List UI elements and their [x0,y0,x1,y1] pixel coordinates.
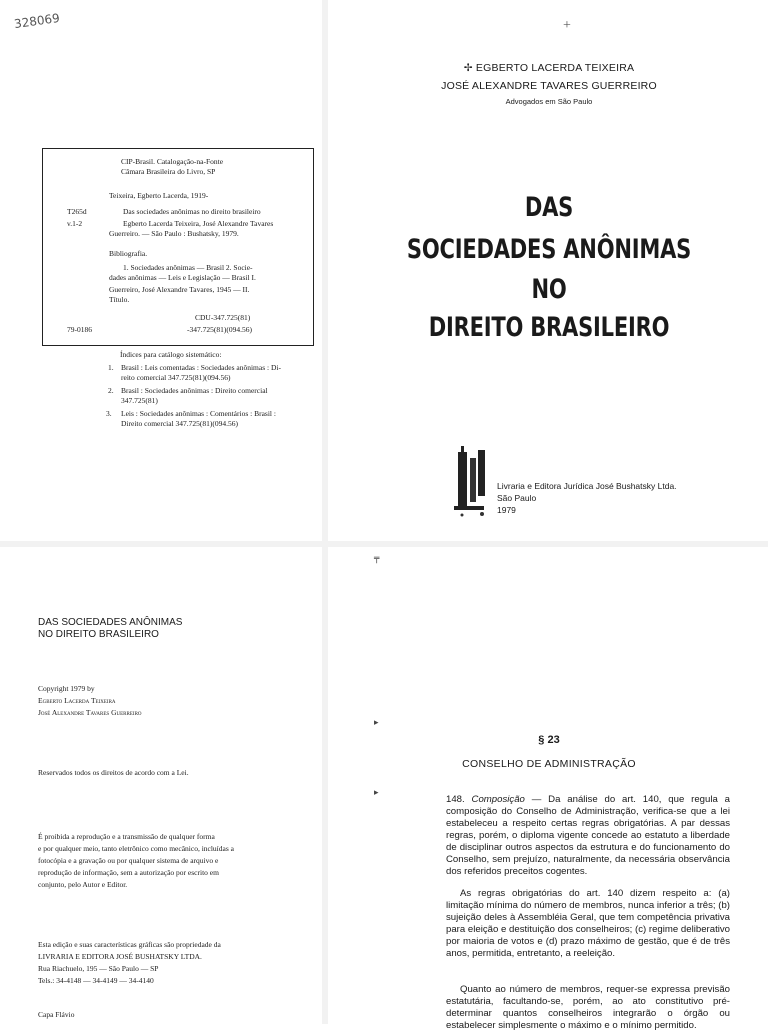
cip-record-number: 79-0186 [67,325,92,334]
paragraph-2: As regras obrigatórias do art. 140 dizem respeito a: (a) limitação mínima do número de membros, nunca inferior a três; (b) sujeição deles à Assembléia Geral, que tem competência privativa para eleição e destituição dos conselheiros; (c) regime deliberativo por maioria de votos e (d) prazo máximo de gestão, que é de três anos, permitida, entretanto, a reeleição. [446,888,730,959]
page-catalog [0,0,320,540]
copyright-title-2: NO DIREITO BRASILEIRO [38,629,159,640]
occupation: Advogados em São Paulo [505,97,593,106]
cip-subject-3: Guerreiro, José Alexandre Tavares, 1945 — II. [109,285,250,294]
copyright-holder-2: José Alexandre Tavares Guerreiro [38,708,142,717]
author-2: JOSÉ ALEXANDRE TAVARES GUERREIRO [441,80,657,92]
edition-line-3: Rua Riachuelo, 195 — São Paulo — SP [38,964,159,973]
page-copyright [0,548,320,1024]
plus-mark-icon: + [563,18,571,33]
edition-line-4: Tels.: 34-4148 — 34-4149 — 34-4140 [38,976,154,985]
copyright-title-1: DAS SOCIEDADES ANÔNIMAS [38,617,183,628]
index-2-number: 2. [108,386,114,395]
author-1-name: EGBERTO LACERDA TEIXEIRA [475,62,635,74]
handwritten-number: 328069 [13,10,61,32]
prohibition-line-3: fotocópia e a gravação ou por qualquer sistema de arquivo e [38,856,219,865]
cip-title-1: Das sociedades anônimas no direito brasileiro [123,207,261,216]
index-3-number: 3. [106,409,112,418]
paragraph-148-number: 148. [446,794,465,805]
title-line-3: NO [531,274,567,305]
cip-card [42,148,314,346]
page-title [330,0,768,540]
cover-credit: Capa Flávio [38,1010,75,1019]
index-3-line2: Direito comercial 347.725(81)(094.56) [121,419,239,428]
index-3-line1: Leis : Sociedades anônimas : Comentários : Brasil : [121,409,276,418]
paragraph-3: Quanto ao número de membros, requer-se expressa previsão estatutária, facultando-se, porém, ao ato constitutivo pré-determinar quantos conselheiros integrarão o órgão ou estabelecer simplesmente o máximo e o mínimo permitido. [446,984,730,1031]
horizontal-gutter [0,541,768,547]
page-chapter [330,548,768,1031]
publisher-name: Livraria e Editora Jurídica José Bushatsky Ltda. [497,481,677,491]
cip-header-2: Câmara Brasileira do Livro, SP [121,167,216,176]
prohibition-line-1: É proibida a reprodução e a transmissão de qualquer forma [38,832,215,841]
cip-bibliography: Bibliografia. [109,249,148,258]
publisher-logo-icon [452,446,492,518]
edition-line-2: LIVRARIA E EDITORA JOSÉ BUSHATSKY LTDA. [38,952,202,961]
prohibition-line-5: conjunto, pelo Autor e Editor. [38,880,128,889]
vertical-gutter [322,0,328,1024]
publisher-city: São Paulo [497,493,537,503]
rights-reserved: Reservados todos os direitos de acordo com a Lei. [38,768,189,777]
index-1-line1: Brasil : Leis comentadas : Sociedades anônimas : Di- [121,363,281,372]
title-line-4: DIREITO BRASILEIRO [428,312,670,343]
cip-title-2: Egberto Lacerda Teixeira, José Alexandre Tavares [123,219,274,228]
copyright-line: Copyright 1979 by [38,684,95,693]
index-2-line2: 347.725(81) [121,396,158,405]
index-1-number: 1. [108,363,114,372]
edition-line-1: Esta edição e suas características gráficas são propriedade da [38,940,221,949]
prohibition-line-2: e por qualquer meio, tanto eletrônico como mecânico, incluídas a [38,844,234,853]
cip-cdu-2: -347.725(81)(094.56) [187,325,252,334]
cip-call-number: T265d [67,207,87,216]
index-2-line1: Brasil : Sociedades anônimas : Direito comercial [121,386,268,395]
prohibition-line-4: reprodução de informação, sem a autorização por escrito em [38,868,219,877]
cip-subject-4: Título. [109,295,130,304]
cip-cdu-1: CDU-347.725(81) [195,313,251,322]
cip-header-1: CIP-Brasil. Catalogação-na-Fonte [121,157,224,166]
section-number: § 23 [538,734,560,746]
author-1: ✢ EGBERTO LACERDA TEIXEIRA [463,62,635,74]
paragraph-148 [446,794,730,878]
title-line-1: DAS [524,192,574,223]
title-line-2: SOCIEDADES ANÔNIMAS [406,234,692,265]
margin-mark-icon: ▸ [374,788,379,798]
paragraph-148-text: — Da análise do art. 140, que regula a composição do Conselho de Administração, verifica-se que a lei estabeleceu a respeito certas regras obrigatórias. A par dessas regras, porém, o diploma vigente concede ao estatuto a liberdade de disciplinar outros aspectos da estrutura e do funcionamento do Conselho, sem prejuízo, naturalmente, da necessária observância dos referidos preceitos cogentes. [446,794,730,877]
cip-volumes: v.1-2 [67,219,83,228]
margin-mark-icon: ▸ [374,718,379,728]
publisher-year: 1979 [497,505,516,515]
cip-subject-1: 1. Sociedades anônimas — Brasil 2. Socie- [123,263,253,272]
cip-title-3: Guerreiro. — São Paulo : Bushatsky, 1979. [109,229,239,238]
cip-author: Teixeira, Egberto Lacerda, 1919- [109,191,209,200]
cip-subject-2: dades anônimas — Leis e Legislação — Brasil I. [109,273,256,282]
index-1-line2: reito comercial 347.725(81)(094.56) [121,373,231,382]
paragraph-148-term: Composição [471,794,525,805]
index-heading: Índices para catálogo sistemático: [120,350,222,359]
section-title: CONSELHO DE ADMINISTRAÇÃO [462,758,636,770]
copyright-holder-1: Egberto Lacerda Teixeira [38,696,116,705]
margin-mark-icon: ╤ [374,554,380,564]
